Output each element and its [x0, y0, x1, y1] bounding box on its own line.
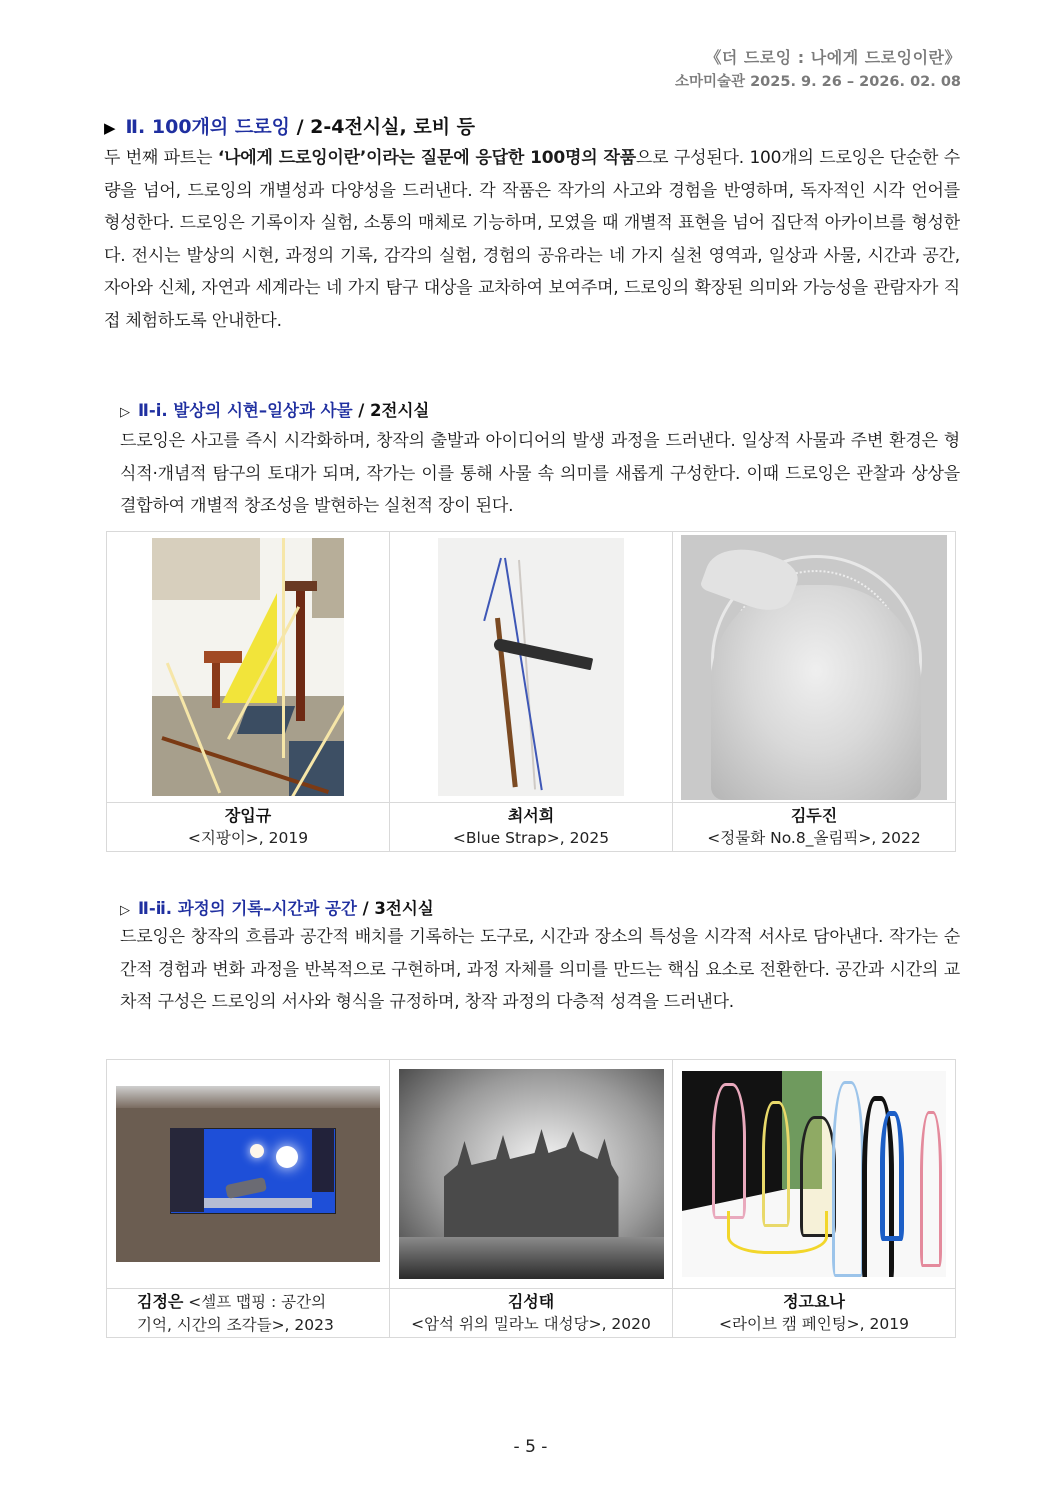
artwork-caption [390, 803, 673, 852]
section-body [104, 142, 960, 337]
hollow-triangle-bullet-icon: ▷ [120, 903, 130, 918]
artwork-image-jangipgyu [152, 538, 344, 796]
artwork-image-jeonggoyona [682, 1071, 946, 1277]
artwork-image-choiseohee [438, 538, 624, 796]
artwork-image-cell [390, 532, 673, 803]
section-title: Ⅱ. 100개의 드로잉 [125, 116, 290, 138]
artwork-image-cell [107, 532, 390, 803]
artwork-image-kimdujin [681, 535, 947, 800]
artwork-caption [107, 1289, 390, 1338]
body-text: 두 번째 파트는 [104, 148, 218, 168]
artwork-title: <지팡이>, 2019 [187, 829, 309, 847]
page-number: - 5 - [513, 1437, 548, 1457]
artist-name: 정고요나 [783, 1292, 845, 1311]
artist-name: 장입규 [224, 806, 272, 825]
subsection-body-1: 드로잉은 사고를 즉시 시각화하며, 창작의 출발과 아이디어의 발생 과정을 드러낸다. 일상적 사물과 주변 환경은 형식적·개념적 탐구의 토대가 되며, 작가는 이를 통해 사물 속 의미를 새롭게 구성한다. 이때 드로잉은 관찰과 상상을 결합하여 개별적 창조성을 발현하는 실천적 장이 된다. [120, 431, 960, 516]
artwork-title: <암석 위의 밀라노 대성당>, 2020 [411, 1315, 651, 1333]
artwork-image-cell [673, 532, 956, 803]
artwork-caption [673, 1289, 956, 1338]
artwork-title: <라이브 캠 페인팅>, 2019 [719, 1315, 909, 1333]
artwork-caption [673, 803, 956, 852]
subsection-heading-1 [120, 398, 429, 426]
section-heading [104, 113, 475, 142]
artwork-title: <Blue Strap>, 2025 [452, 829, 610, 847]
artwork-title-continued: 기억, 시간의 조각들>, 2023 [137, 1315, 334, 1334]
subsection-location: / 3전시실 [356, 899, 434, 918]
artworks-table-2 [106, 1059, 956, 1338]
document-header [675, 46, 961, 94]
artist-name: 김성태 [507, 1292, 555, 1311]
artwork-image-cell [107, 1060, 390, 1289]
subsection-location: / 2전시실 [352, 401, 430, 420]
exhibition-title: 《더 드로잉 : 나에게 드로잉이란》 [705, 48, 961, 67]
artwork-caption [107, 803, 390, 852]
section-location: / 2-4전시실, 로비 등 [289, 116, 476, 138]
hollow-triangle-bullet-icon: ▷ [120, 405, 130, 420]
artwork-image-cell [390, 1060, 673, 1289]
subsection-heading-2 [120, 896, 434, 924]
artwork-image-kimjeongeun [116, 1086, 380, 1262]
subsection-title: Ⅱ-ⅱ. 과정의 기록–시간과 공간 [138, 899, 357, 918]
body-emphasis: ‘나에게 드로잉이란’이라는 질문에 응답한 100명의 작품 [217, 148, 636, 168]
subsection-body-2: 드로잉은 창작의 흐름과 공간적 배치를 기록하는 도구로, 시간과 장소의 특성을 시각적 서사로 담아낸다. 작가는 순간적 경험과 변화 과정을 반복적으로 구현하며, 과정 자체를 의미를 만드는 핵심 요소로 전환한다. 공간과 시간의 교차적 구성은 드로잉의 서사와 형식을 규정하며, 창작 과정의 다층적 성격을 드러낸다. [120, 927, 960, 1012]
artist-name: 최서희 [507, 806, 555, 825]
venue-dates: 소마미술관 2025. 9. 26 – 2026. 02. 08 [675, 74, 961, 90]
triangle-bullet-icon: ▶ [104, 119, 116, 137]
artwork-image-kimseongtae [399, 1069, 664, 1279]
artwork-caption [390, 1289, 673, 1338]
artist-name: 김두진 [790, 806, 838, 825]
body-text: 으로 구성된다. 100개의 드로잉은 단순한 수량을 넘어, 드로잉의 개별성과 다양성을 드러낸다. 각 작품은 작가의 사고와 경험을 반영하며, 독자적인 시각 언어를 형성한다. 드로잉은 기록이자 실험, 소통의 매체로 기능하며, 모였을 때 개별적 표현을 넘어 집단적 아카이브를 형성한다. 전시는 발상의 시현, 과정의 기록, 감각의 실험, 경험의 공유라는 네 가지 실천 영역과, 일상과 사물, 시간과 공간, 자아와 신체, 자연과 세계라는 네 가지 탐구 대상을 교차하여 보여주며, 드로잉의 확장된 의미와 가능성을 관람자가 직접 체험하도록 안내한다. [104, 148, 960, 331]
artworks-table-1 [106, 531, 956, 852]
artwork-image-cell [673, 1060, 956, 1289]
artwork-title: <정물화 No.8_올림픽>, 2022 [707, 829, 921, 847]
subsection-title: Ⅱ-ⅰ. 발상의 시현–일상과 사물 [138, 401, 353, 420]
artwork-title: <셀프 맵핑 : 공간의 [183, 1292, 327, 1311]
artist-name: 김정은 [137, 1291, 184, 1311]
